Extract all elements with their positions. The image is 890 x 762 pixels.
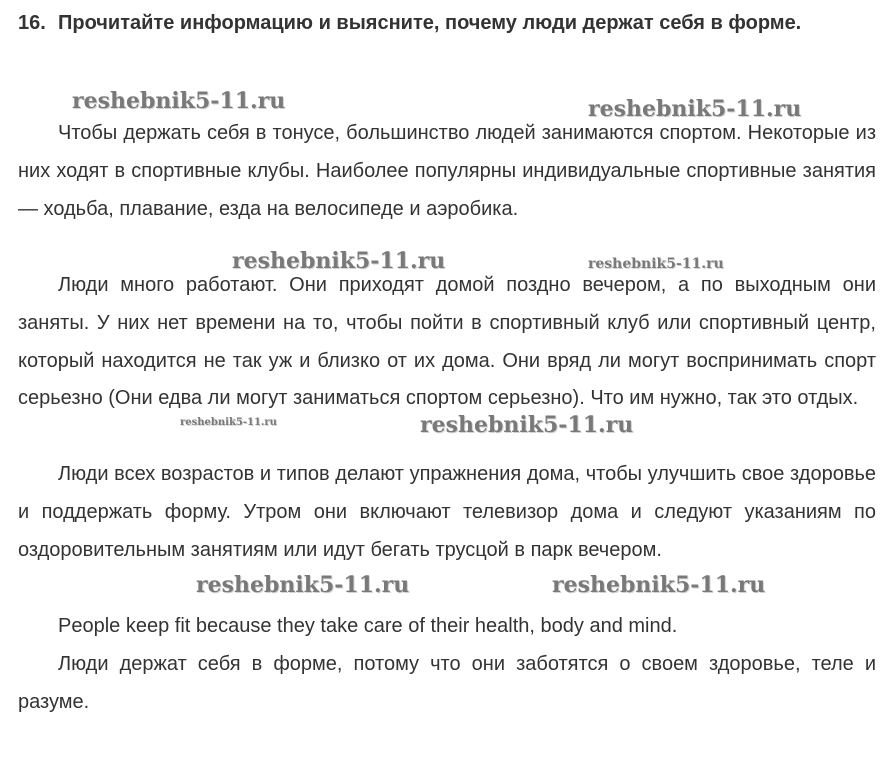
paragraph-3: Люди всех возрастов и типов делают упражнения дома, чтобы улучшить свое здоровье и поддержать форму. Утром они включают телевизор дома и следуют указаниям по оздоровительным занятиям или идут бегать трусцой в парк вечером. bbox=[18, 463, 876, 561]
watermark: reshebnik5-11.ru bbox=[232, 248, 446, 274]
watermark: reshebnik5-11.ru bbox=[552, 572, 766, 598]
paragraph-russian-answer: Люди держат себя в форме, потому что они заботятся о своем здоровье, теле и разуме. bbox=[18, 653, 876, 713]
watermark: reshebnik5-11.ru bbox=[180, 417, 277, 428]
task-instruction: Прочитайте информацию и выясните, почему люди держат себя в форме. bbox=[58, 12, 802, 34]
watermark: reshebnik5-11.ru bbox=[420, 412, 634, 438]
paragraph-1: Чтобы держать себя в тонусе, большинство людей занимаются спортом. Некоторые из них ходят в спортивные клубы. Наиболее популярны индивидуальные спортивные занятия — ходьба, плавание, езда на велосипеде и аэробика. bbox=[18, 122, 876, 220]
watermark: reshebnik5-11.ru bbox=[196, 572, 410, 598]
paragraph-2: Люди много работают. Они приходят домой поздно вечером, а по выходным они заняты. У них нет времени на то, чтобы пойти в спортивный клуб или спортивный центр, который находится не так уж и близко от их дома. Они вряд ли могут воспринимать спорт серьезно (Они едва ли могут заниматься спортом серьезно). Что им нужно, так это отдых. bbox=[18, 274, 876, 410]
task-heading bbox=[18, 4, 878, 42]
watermark: reshebnik5-11.ru bbox=[588, 96, 802, 122]
watermark: reshebnik5-11.ru bbox=[72, 88, 286, 114]
task-number: 16. bbox=[18, 12, 46, 34]
watermark: reshebnik5-11.ru bbox=[588, 256, 724, 272]
paragraph-english-answer: People keep fit because they take care of their health, body and mind. bbox=[58, 615, 678, 637]
